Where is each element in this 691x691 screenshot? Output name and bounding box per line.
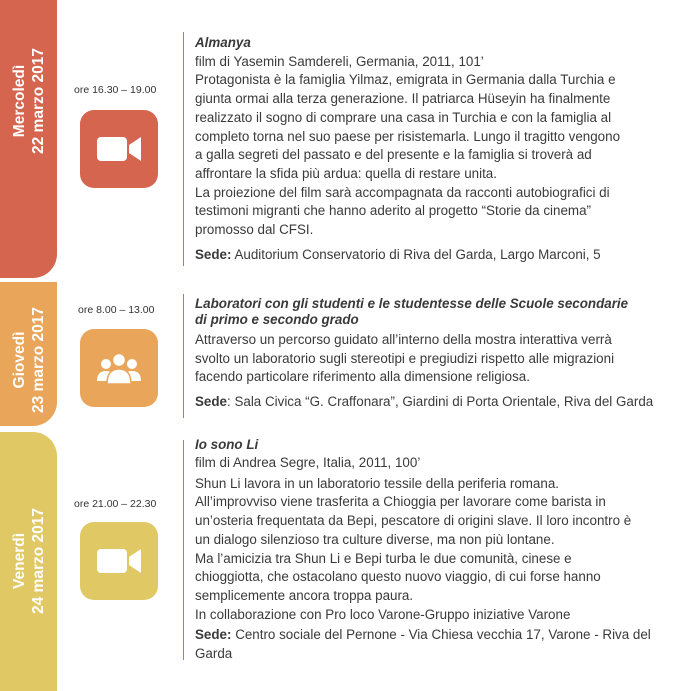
date: 24 marzo 2017 [30,508,47,614]
day-tab-label [10,290,48,430]
date: 22 marzo 2017 [30,48,47,154]
divider-line [183,294,184,418]
venue-text: Centro sociale del Pernone - Via Chiesa vecchia 17, Varone - Riva del Garda [195,627,651,662]
day-tab-thursday [0,282,57,426]
description-line: un’osteria frequentata da Bepi, pescatore di origini slave. Il loro incontro è [195,513,632,529]
venue-text: : Sala Civica “G. Craffonara”, Giardini di Porta Orientale, Riva del Garda [227,394,654,410]
event-icon-box [80,522,158,600]
day-tab-label [10,26,48,176]
venue-label: Sede [195,394,228,410]
description-line: facendo particolare riferimento alla dimensione religiosa. [195,369,530,385]
event-details [195,436,685,664]
description-line: chioggiotta, che ostacolano questo nuovo viaggio, di cui forse hanno [195,569,601,585]
description-line: realizzato il sogno di comprare una casa in Turchia e con la famiglia al [195,109,612,125]
event-details [195,34,685,264]
day-tab-wednesday [0,0,57,278]
description-line: promosso dal CFSI. [195,222,314,238]
description-line: a galla segreti del passato e del presente e la famiglia si troverà ad [195,147,592,163]
venue [195,246,685,265]
day-tab-label [10,486,48,636]
event-subtitle: film di Yasemin Samdereli, Germania, 2011, 101’ [195,53,484,69]
venue [195,393,685,412]
divider-line [183,32,184,266]
description-line: giunta ormai alla terza generazione. Il patriarca Hüseyin ha finalmente [195,91,611,107]
day-tab-friday [0,432,57,691]
venue-label: Sede: [195,627,232,643]
date: 23 marzo 2017 [30,307,47,413]
description-line: affrontare la sfida più ardua: quella di restare unita. [195,165,497,181]
description-line: svolto un laboratorio sugli stereotipi e pregiudizi rispetto alle migrazioni [195,350,615,366]
description-line: Protagonista è la famiglia Yilmaz, emigrata in Germania dalla Turchia e [195,72,616,88]
description-line: La proiezione del film sarà accompagnata da racconti autobiografici di [195,184,610,200]
video-camera-icon [80,110,158,188]
event-time: ore 16.30 – 19.00 [74,84,157,96]
description-line: un dialogo silenzioso tra culture diverse, ma non più lontane. [195,531,555,547]
people-group-icon [80,329,158,407]
description-line: All’improvviso viene trasferita a Chioggia per lavorare come barista in [195,494,606,510]
weekday: Mercoledì [11,64,28,138]
weekday: Venerdì [11,533,28,589]
video-camera-icon [80,522,158,600]
event-details [195,296,685,412]
event-title: Almanya [195,35,251,50]
event-time: ore 21.00 – 22.30 [74,498,157,510]
event-icon-box [80,110,158,188]
event-icon-box [80,329,158,407]
description-line: Shun Li lavora in un laboratorio tessile della periferia romana. [195,475,559,491]
description-line: In collaborazione con Pro loco Varone-Gruppo iniziative Varone [195,606,571,622]
weekday: Giovedì [11,331,28,389]
event-title: di primo e secondo grado [195,312,359,327]
description-line: testimoni migranti che hanno aderito al progetto “Storie da cinema” [195,203,591,219]
description-line: Attraverso un percorso guidato all’interno della mostra interattiva verrà [195,332,612,347]
event-title: Laboratori con gli studenti e le studentesse delle Scuole secondarie [195,296,629,311]
event-time: ore 8.00 – 13.00 [78,304,155,316]
description-line: semplicemente ancora troppa paura. [195,587,414,603]
venue-text: Auditorium Conservatorio di Riva del Garda, Largo Marconi, 5 [231,246,601,262]
divider-line [183,440,184,660]
venue-label: Sede: [195,246,232,262]
description-line: Ma l’amicizia tra Shun Li e Bepi turba le due comunità, cinese e [195,550,572,566]
description-line: completo torna nel suo paese per risistemarla. Lungo il tragitto vengono [195,128,621,144]
event-title: Io sono Li [195,437,259,452]
venue [195,626,685,663]
event-subtitle: film di Andrea Segre, Italia, 2011, 100’ [195,455,421,470]
